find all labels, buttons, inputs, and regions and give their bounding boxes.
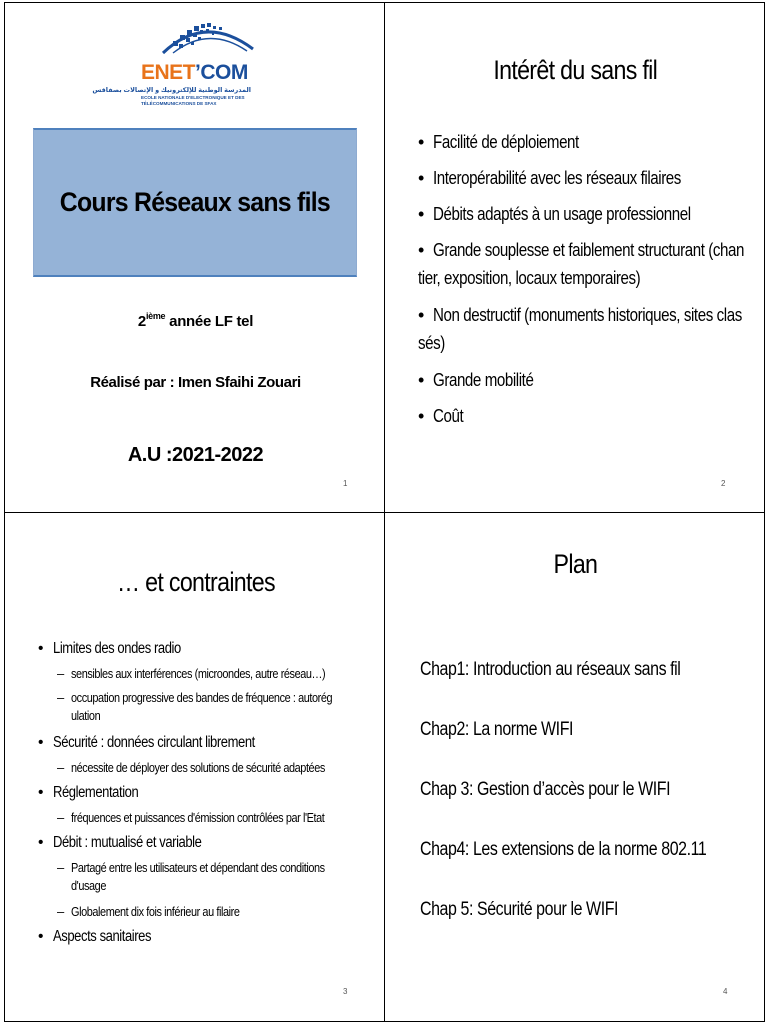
list-subitem: – occupation progressive des bandes de fréquence : autorég ulation bbox=[57, 690, 333, 723]
list-subitem: – nécessite de déployer des solutions de sécurité adaptées bbox=[57, 760, 325, 775]
list-subitem: – sensibles aux interférences (microondes, autre réseau…) bbox=[57, 666, 326, 681]
list-subitem: – fréquences et puissances d'émission contrôlées par l'Etat bbox=[57, 810, 325, 825]
list-item: • Sécurité : données circulant librement bbox=[38, 734, 255, 751]
slide-title: Plan bbox=[553, 549, 598, 579]
academic-year: A.U :2021-2022 bbox=[127, 444, 264, 466]
list-item: • Interopérabilité avec les réseaux filaires bbox=[418, 168, 681, 188]
logo-subtitle: ECOLE NATIONALE D'ELECTRONIQUE ET DES TÉLÉCOMMUNICATIONS DE SFAX bbox=[141, 95, 245, 106]
slide-number: 3 bbox=[343, 987, 348, 996]
enetcom-logo bbox=[92, 19, 255, 115]
logo-wordmark: ENET’COM bbox=[141, 61, 248, 84]
list-item: • Non destructif (monuments historiques, sites clas sés) bbox=[418, 305, 742, 353]
logo-swoosh-icon bbox=[135, 19, 255, 67]
list-item: • Débits adaptés à un usage professionnel bbox=[418, 204, 691, 224]
list-item: • Grande souplesse et faiblement structurant (chan tier, exposition, locaux temporaires) bbox=[418, 240, 744, 288]
slide-1 bbox=[4, 2, 385, 513]
logo-arabic-name: المدرسة الوطنية للإلكترونيك و الإتصالات بصفاقس bbox=[92, 87, 251, 94]
slide-4 bbox=[384, 512, 765, 1022]
list-item: • Aspects sanitaires bbox=[38, 928, 152, 945]
slide-number: 4 bbox=[723, 987, 728, 996]
list-subitem: – Globalement dix fois inférieur au filaire bbox=[57, 904, 240, 919]
slide-number: 1 bbox=[343, 479, 348, 488]
author-line: Réalisé par : Imen Sfaihi Zouari bbox=[90, 374, 301, 391]
bullet-list bbox=[38, 639, 364, 953]
list-item: • Coût bbox=[418, 406, 464, 426]
chapter-item: Chap 3: Gestion d’accès pour le WIFI bbox=[420, 779, 671, 800]
list-subitem: – Partagé entre les utilisateurs et dépendant des conditions d'usage bbox=[57, 860, 325, 893]
slide-title: Intérêt du sans fil bbox=[493, 55, 658, 85]
list-item: • Grande mobilité bbox=[418, 370, 534, 390]
chapter-item: Chap1: Introduction au réseaux sans fil bbox=[420, 659, 681, 680]
list-item: • Débit : mutualisé et variable bbox=[38, 834, 202, 851]
chapter-list bbox=[420, 655, 761, 955]
bullet-list bbox=[418, 130, 765, 440]
chapter-item: Chap4: Les extensions de la norme 802.11 bbox=[420, 839, 707, 860]
title-box bbox=[33, 128, 357, 277]
slide-number: 2 bbox=[721, 479, 726, 488]
list-item: • Réglementation bbox=[38, 784, 139, 801]
list-item: • Limites des ondes radio bbox=[38, 640, 181, 657]
year-line: 2ième année LF tel bbox=[137, 311, 254, 330]
chapter-item: Chap 5: Sécurité pour le WIFI bbox=[420, 899, 619, 920]
slide-3 bbox=[4, 512, 385, 1022]
slide-2 bbox=[384, 2, 765, 513]
course-title: Cours Réseaux sans fils bbox=[59, 187, 331, 217]
slide-title: … et contraintes bbox=[116, 567, 275, 597]
chapter-item: Chap2: La norme WIFI bbox=[420, 719, 574, 740]
list-item: • Facilité de déploiement bbox=[418, 132, 579, 152]
